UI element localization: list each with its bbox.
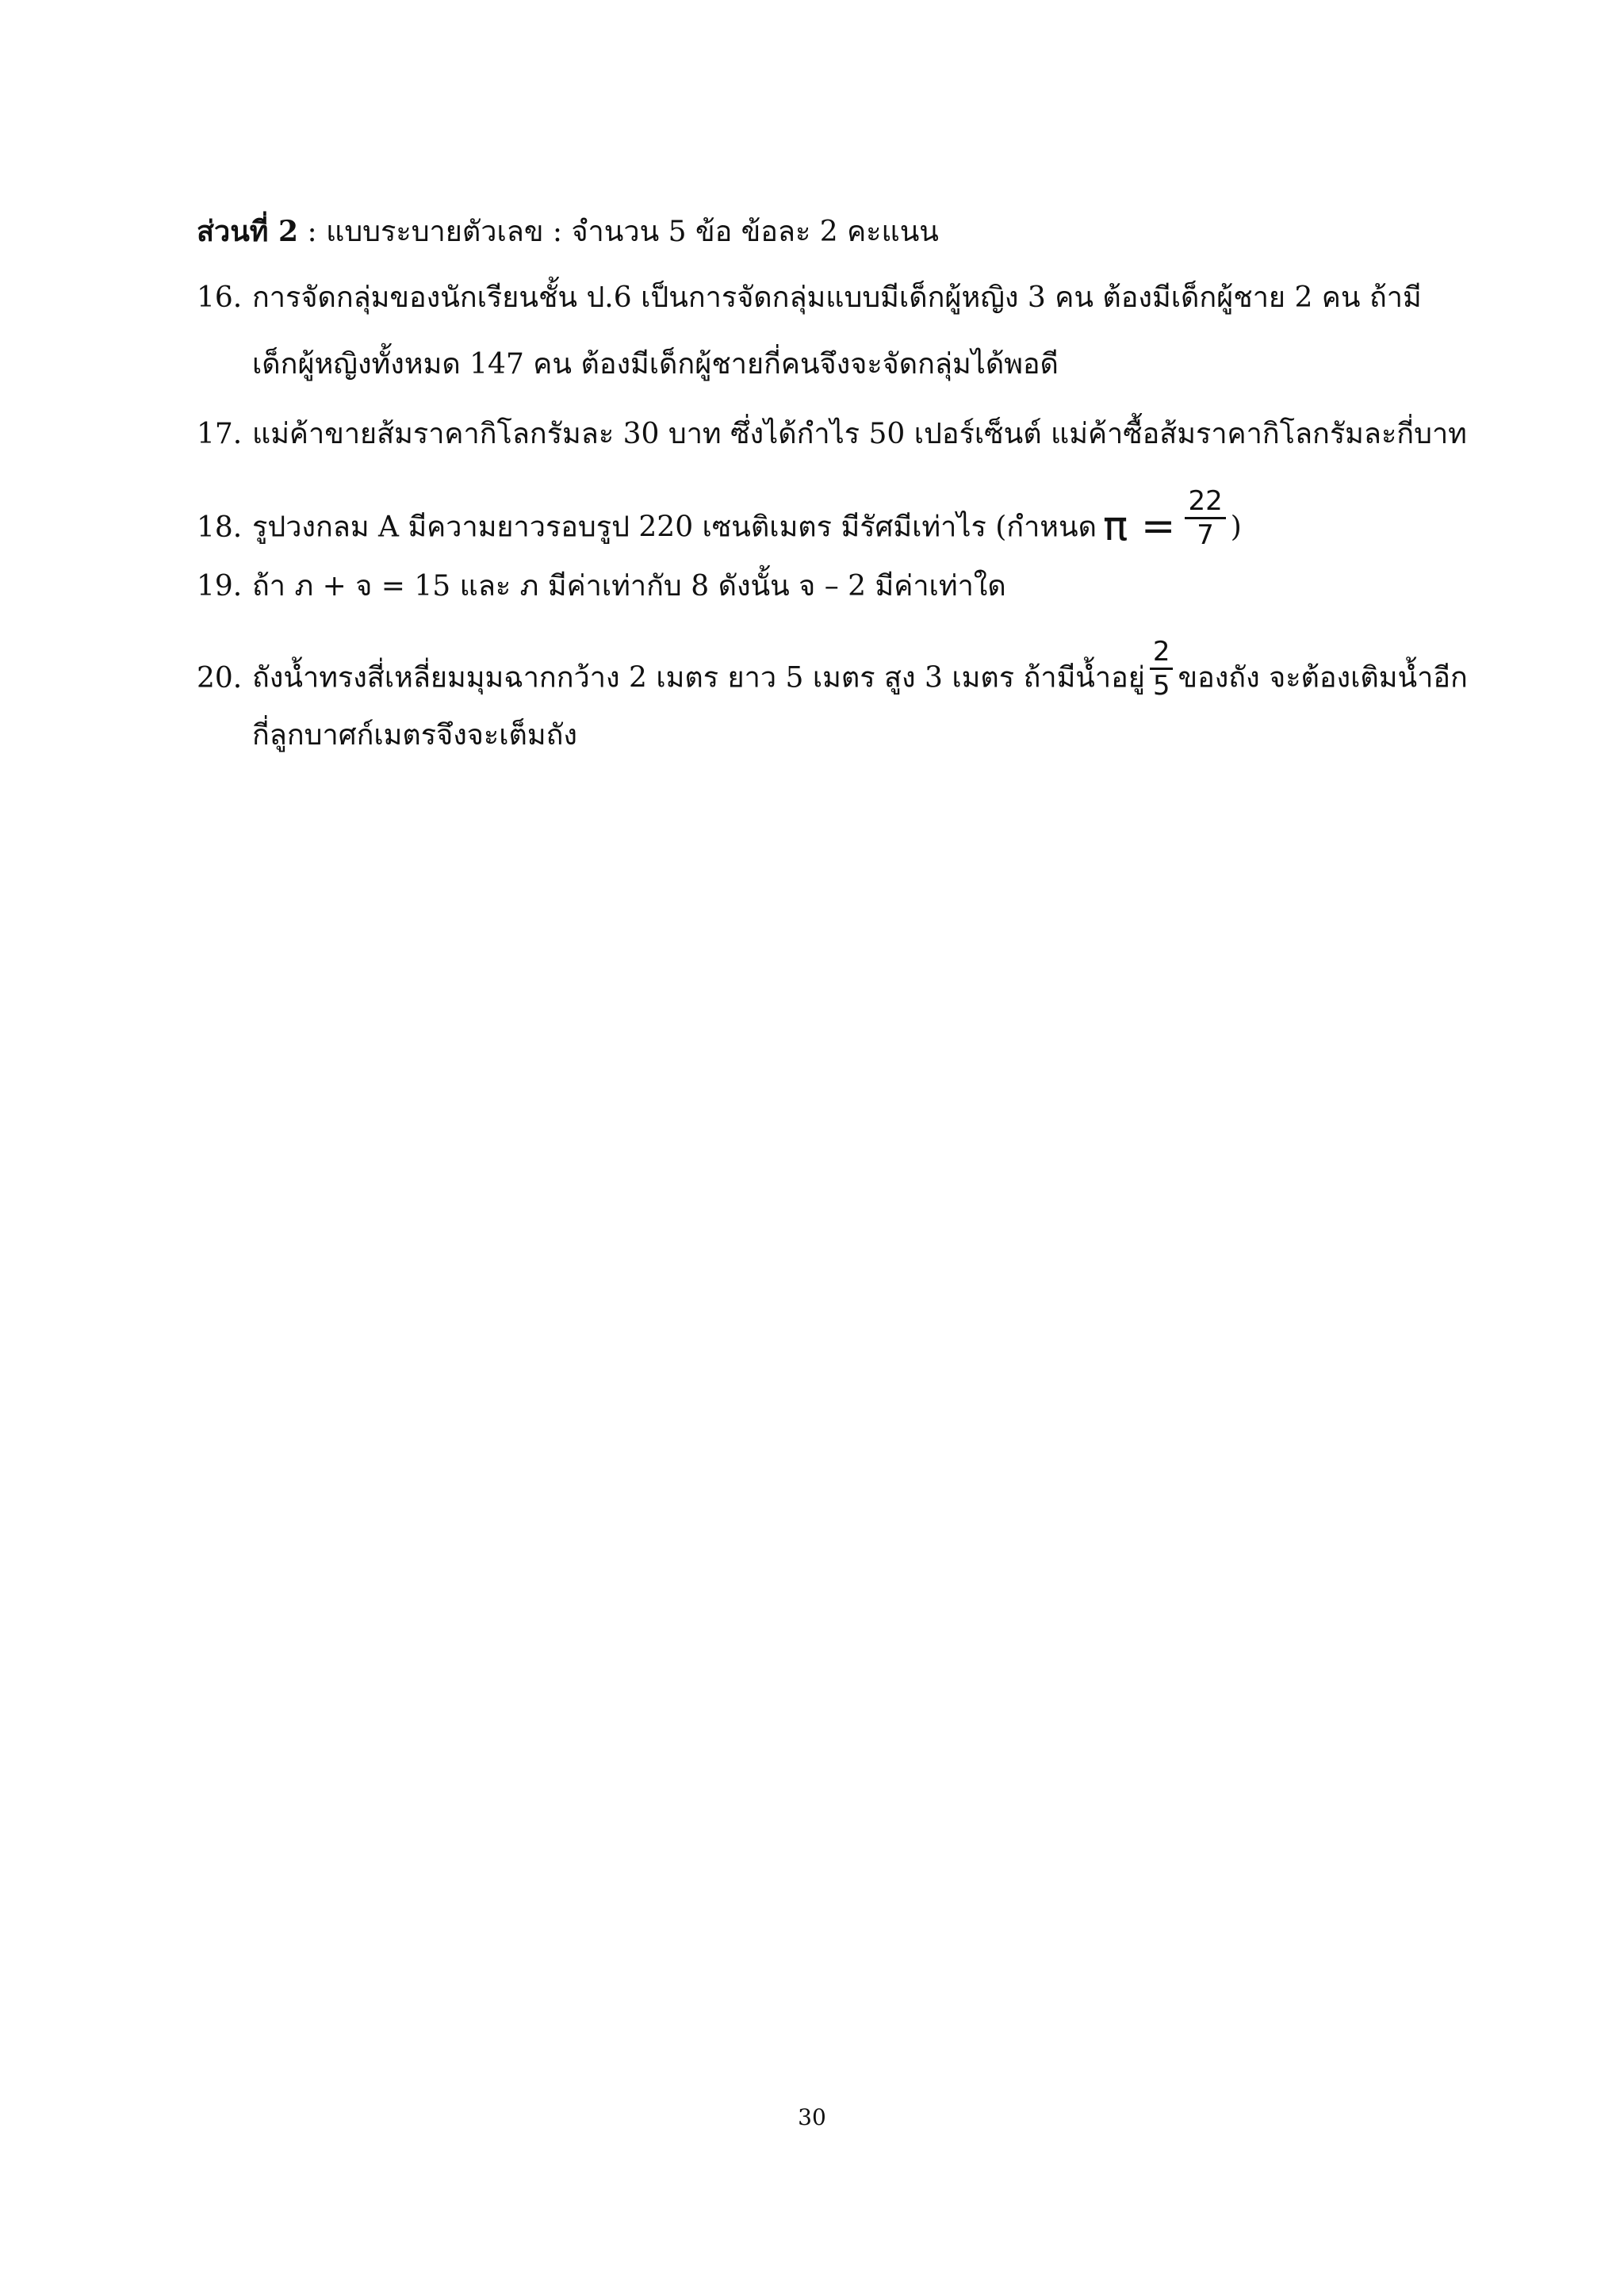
fraction-numerator: 22 (1185, 485, 1225, 519)
question-text: เด็กผู้หญิงทั้งหมด 147 คน ต้องมีเด็กผู้ชายกี่คนจึงจะจัดกลุ่มได้พอดี (252, 348, 1059, 381)
question-number: 19. (197, 570, 243, 603)
question-number: 16. (197, 281, 243, 314)
fraction-denominator: 7 (1197, 519, 1214, 551)
fraction-2-over-5 (1150, 636, 1174, 702)
question-text: การจัดกลุ่มของนักเรียนชั้น ป.6 เป็นการจัดกลุ่มแบบมีเด็กผู้หญิง 3 คน ต้องมีเด็กผู้ชาย 2 คน ถ้ามี (252, 281, 1422, 314)
question-16-continuation (252, 346, 1059, 384)
question-text-tail: ของถัง จะต้องเติมน้ำอีก (1178, 661, 1468, 695)
section-description: : แบบระบายตัวเลข : จำนวน 5 ข้อ ข้อละ 2 คะแนน (298, 216, 939, 248)
question-number: 20. (197, 661, 243, 695)
question-16 (197, 279, 1422, 317)
fraction-22-over-7 (1185, 485, 1225, 551)
question-text: รูปวงกลม A มีความยาวรอบรูป 220 เซนติเมตร มีรัศมีเท่าไร (กำหนด (252, 511, 1097, 544)
question-17 (197, 415, 1467, 453)
question-number: 17. (197, 418, 243, 450)
fraction-numerator: 2 (1150, 636, 1174, 670)
question-text: กี่ลูกบาศก์เมตรจึงจะเต็มถัง (252, 719, 578, 752)
section-heading (197, 212, 939, 251)
pi-equation: π = (1103, 502, 1176, 550)
question-text: ถังน้ำทรงสี่เหลี่ยมมุมฉากกว้าง 2 เมตร ยาว 5 เมตร สูง 3 เมตร ถ้ามีน้ำอยู่ (252, 661, 1145, 695)
question-18 (197, 485, 1242, 562)
question-text: ถ้า ภ + จ = 15 และ ภ มีค่าเท่ากับ 8 ดังนั้น จ – 2 มีค่าเท่าใด (252, 570, 1006, 603)
question-20 (197, 636, 1468, 713)
question-19 (197, 568, 1006, 606)
section-label: ส่วนที่ 2 (197, 215, 299, 248)
closing-paren: ) (1230, 511, 1242, 544)
fraction-denominator: 5 (1152, 670, 1170, 702)
question-number: 18. (197, 511, 243, 544)
question-text: แม่ค้าขายส้มราคากิโลกรัมละ 30 บาท ซึ่งได้กำไร 50 เปอร์เซ็นต์ แม่ค้าซื้อส้มราคากิโลกรัมละกี่บาท (252, 418, 1467, 450)
question-20-continuation (252, 717, 577, 755)
page-number: 30 (798, 2104, 826, 2130)
